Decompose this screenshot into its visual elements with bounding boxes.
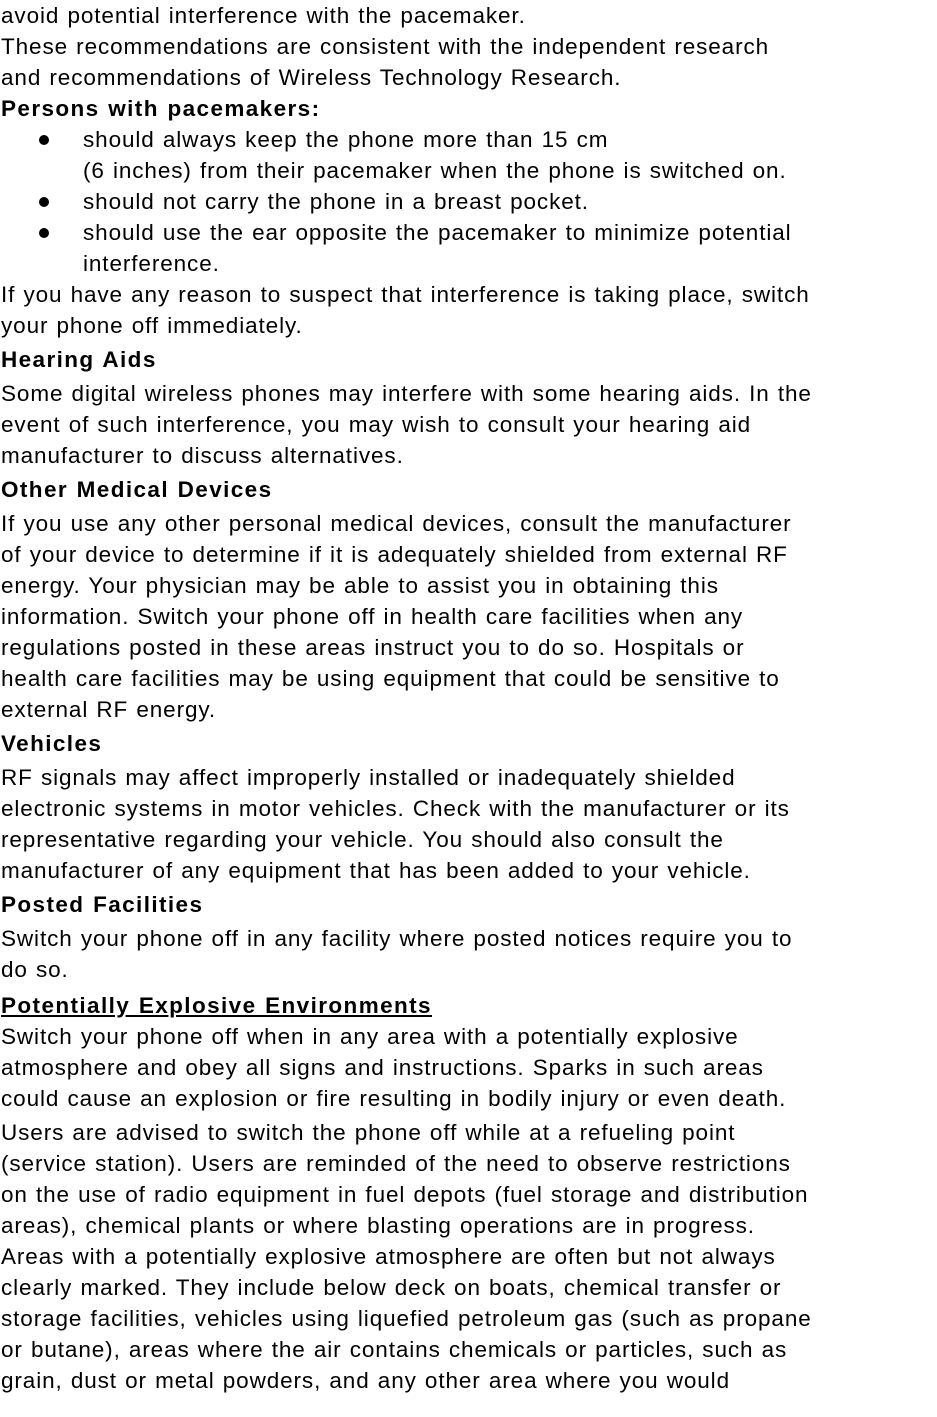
list-item	[1, 186, 935, 217]
text-line: interference.	[83, 251, 220, 276]
text-line: Some digital wireless phones may interfere with some hearing aids. In the	[1, 381, 812, 406]
explosive-paragraph-1	[1, 1021, 935, 1114]
text-line: atmosphere and obey all signs and instructions. Sparks in such areas	[1, 1055, 764, 1080]
text-line: manufacturer of any equipment that has been added to your vehicle.	[1, 858, 751, 883]
text-line: health care facilities may be using equipment that could be sensitive to	[1, 666, 780, 691]
intro-paragraph	[1, 0, 935, 93]
section-heading-explosive-environments: Potentially Explosive Environments	[1, 993, 432, 1018]
text-line: clearly marked. They include below deck on boats, chemical transfer or	[1, 1275, 782, 1300]
text-line: should always keep the phone more than 15 cm	[83, 127, 609, 152]
medical-devices-paragraph	[1, 508, 935, 725]
text-line: your phone off immediately.	[1, 313, 303, 338]
text-line: storage facilities, vehicles using liquefied petroleum gas (such as propane	[1, 1306, 812, 1331]
text-line: areas), chemical plants or where blasting operations are in progress.	[1, 1213, 755, 1238]
text-line: event of such interference, you may wish to consult your hearing aid	[1, 412, 752, 437]
section-heading-hearing-aids: Hearing Aids	[1, 347, 157, 372]
text-line: (6 inches) from their pacemaker when the phone is switched on.	[83, 158, 787, 183]
text-line: Areas with a potentially explosive atmosphere are often but not always	[1, 1244, 776, 1269]
text-line: Switch your phone off in any facility where posted notices require you to	[1, 926, 793, 951]
text-line: should use the ear opposite the pacemaker to minimize potential	[83, 220, 792, 245]
text-line: could cause an explosion or fire resulting in bodily injury or even death.	[1, 1086, 787, 1111]
text-line: should not carry the phone in a breast pocket.	[83, 189, 589, 214]
bullet-icon	[39, 135, 49, 145]
text-line: Users are advised to switch the phone off while at a refueling point	[1, 1120, 736, 1145]
text-line: Switch your phone off when in any area with a potentially explosive	[1, 1024, 739, 1049]
pacemaker-closing-paragraph	[1, 279, 935, 341]
text-line: on the use of radio equipment in fuel depots (fuel storage and distribution	[1, 1182, 809, 1207]
section-heading-medical-devices: Other Medical Devices	[1, 477, 273, 502]
text-line: regulations posted in these areas instruct you to do so. Hospitals or	[1, 635, 745, 660]
text-line: These recommendations are consistent with the independent research	[1, 34, 770, 59]
text-line: do so.	[1, 957, 69, 982]
explosive-paragraph-2	[1, 1117, 935, 1241]
text-line: representative regarding your vehicle. You should also consult the	[1, 827, 724, 852]
document-page	[1, 0, 935, 1396]
pacemaker-bullet-list	[1, 124, 935, 279]
explosive-paragraph-3	[1, 1241, 935, 1396]
text-line: RF signals may affect improperly installed or inadequately shielded	[1, 765, 736, 790]
section-heading-posted-facilities: Posted Facilities	[1, 892, 204, 917]
text-line: information. Switch your phone off in health care facilities when any	[1, 604, 744, 629]
text-line: and recommendations of Wireless Technology Research.	[1, 65, 622, 90]
bullet-icon	[39, 197, 49, 207]
text-line: avoid potential interference with the pacemaker.	[1, 3, 526, 28]
bullet-icon	[39, 228, 49, 238]
section-heading-vehicles: Vehicles	[1, 731, 103, 756]
text-line: manufacturer to discuss alternatives.	[1, 443, 404, 468]
hearing-aids-paragraph	[1, 378, 935, 471]
text-line: If you use any other personal medical devices, consult the manufacturer	[1, 511, 792, 536]
list-item	[1, 124, 935, 186]
text-line: or butane), areas where the air contains chemicals or particles, such as	[1, 1337, 788, 1362]
text-line: energy. Your physician may be able to assist you in obtaining this	[1, 573, 719, 598]
text-line: grain, dust or metal powders, and any other area where you would	[1, 1368, 730, 1393]
list-item	[1, 217, 935, 279]
text-line: If you have any reason to suspect that interference is taking place, switch	[1, 282, 810, 307]
text-line: electronic systems in motor vehicles. Check with the manufacturer or its	[1, 796, 790, 821]
posted-facilities-paragraph	[1, 923, 935, 985]
text-line: (service station). Users are reminded of the need to observe restrictions	[1, 1151, 791, 1176]
vehicles-paragraph	[1, 762, 935, 886]
text-line: of your device to determine if it is adequately shielded from external RF	[1, 542, 788, 567]
text-line: external RF energy.	[1, 697, 217, 722]
section-heading-pacemakers: Persons with pacemakers:	[1, 96, 321, 121]
